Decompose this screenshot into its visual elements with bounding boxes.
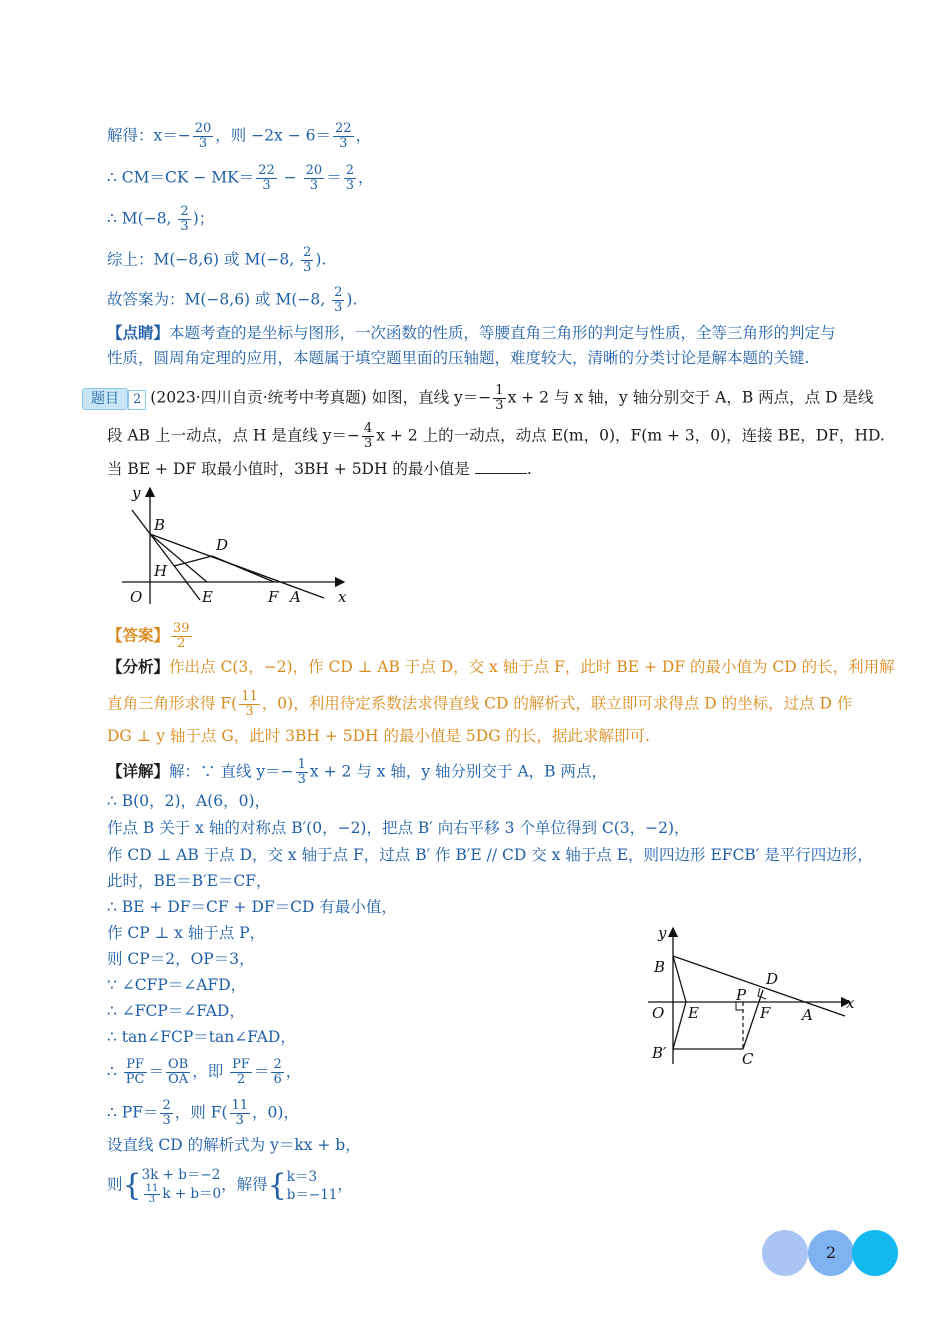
solution-summary: 综上：M(−8,6) 或 M(−8, $\frac{2}{3}$ ). bbox=[107, 245, 327, 275]
fig2-point-D: D bbox=[766, 970, 779, 988]
fig2-y-label: y bbox=[658, 924, 667, 942]
fig2-point-F: F bbox=[760, 1004, 771, 1022]
comment-line-1: 【点睛】本题考查的是坐标与图形，一次函数的性质，等腰直角三角形的判定与性质，全等三角形的判定与 bbox=[107, 323, 836, 342]
solution-line-1: 解得：x＝− $\frac{20}{3}$ ，则 −2x − 6＝ $\frac{22}{3}$ ， bbox=[107, 121, 372, 151]
fig1-point-H: H bbox=[154, 562, 168, 580]
fig1-point-D: D bbox=[216, 536, 229, 554]
solution-line-3: ∴ M(−8, $\frac{2}{3}$ )； bbox=[107, 204, 215, 234]
detail-line-9: ∵ ∠CFP＝∠AFD， bbox=[107, 976, 247, 994]
detail-line-5: 此时，BE＝B′E＝CF， bbox=[107, 872, 272, 890]
solution-line-2: ∴ CM＝CK − MK＝ $\frac{22}{3}$ − $\frac{20}{3}$ ＝ $\frac{2}{3}$ ， bbox=[107, 163, 374, 193]
problem-line-1: 题目 2 (2023·四川自贡·统考中考真题) 如图，直线 y＝− $\frac{1}{3}$ x + 2 与 x 轴，y 轴分别交于 A，B 两点，点 D 是线 bbox=[82, 384, 873, 413]
problem-tag: 题目 bbox=[82, 388, 128, 410]
answer-statement: 故答案为：M(−8,6) 或 M(−8, $\frac{2}{3}$ ). bbox=[107, 285, 358, 315]
answer-line: 【答案】 $\frac{39}{2}$ bbox=[107, 621, 190, 651]
fig1-origin-label: O bbox=[130, 588, 143, 606]
fig1-point-E: E bbox=[202, 588, 213, 606]
detail-line-2: ∴ B(0，2)，A(6，0)， bbox=[107, 792, 271, 810]
answer-blank[interactable] bbox=[475, 459, 527, 474]
analysis-line-1: 【分析】作出点 C(3，−2)，作 CD ⊥ AB 于点 D，交 x 轴于点 F，此时 BE + DF 的最小值为 CD 的长，利用解 bbox=[107, 657, 895, 676]
detail-line-6: ∴ BE + DF＝CF + DF＝CD 有最小值， bbox=[107, 898, 397, 916]
detail-line-1: 【详解】解：∵ 直线 y＝− $\frac{1}{3}$ x + 2 与 x 轴，y 轴分别交于 A，B 两点， bbox=[107, 757, 607, 787]
problem-line-3: 当 BE + DF 取最小值时，3BH + 5DH 的最小值是 . bbox=[107, 460, 532, 478]
detail-line-13: ∴ PF＝ $\frac{2}{3}$ ，则 F( $\frac{11}{3}$ ，0)， bbox=[107, 1098, 299, 1128]
fig2-point-B: B bbox=[654, 958, 666, 976]
fig1-y-label: y bbox=[132, 484, 141, 502]
fig2-origin-label: O bbox=[652, 1004, 665, 1022]
detail-line-3: 作点 B 关于 x 轴的对称点 B′(0，−2)，把点 B′ 向右平移 3 个单位得到 C(3，−2)， bbox=[107, 819, 690, 837]
fig2-point-C: C bbox=[742, 1050, 754, 1068]
detail-line-8: 则 CP＝2，OP＝3， bbox=[107, 950, 255, 968]
fig1-point-F: F bbox=[268, 588, 279, 606]
detail-line-15: 则{ 3k + b＝−2 $\frac{11}{3}$ k + b＝0 ，解得{ k＝3 b＝−11 ， bbox=[107, 1167, 353, 1205]
analysis-line-3: DG ⊥ y 轴于点 G，此时 3BH + 5DH 的最小值是 5DG 的长，据此求解即可. bbox=[107, 727, 650, 745]
fig2-point-P: P bbox=[736, 986, 747, 1004]
detail-line-10: ∴ ∠FCP＝∠FAD， bbox=[107, 1002, 245, 1020]
analysis-line-2: 直角三角形求得 F( $\frac{11}{3}$ ，0)，利用待定系数法求得直线 CD 的解析式，联立即可求得点 D 的坐标，过点 D 作 bbox=[107, 689, 853, 719]
fig1-point-B: B bbox=[154, 516, 166, 534]
detail-line-14: 设直线 CD 的解析式为 y＝kx + b， bbox=[107, 1136, 361, 1154]
detail-line-12: ∴ $\frac{PF}{PC}$ ＝ $\frac{OB}{OA}$ ，即 $\frac{PF}{2}$ ＝ $\frac{2}{6}$ ， bbox=[107, 1057, 302, 1087]
solution-figure bbox=[640, 922, 865, 1072]
fig2-point-Bprime: B′ bbox=[652, 1044, 667, 1062]
page-number-badge bbox=[762, 1230, 902, 1278]
fig2-point-E: E bbox=[688, 1004, 699, 1022]
problem-figure bbox=[112, 482, 357, 610]
detail-line-7: 作 CP ⊥ x 轴于点 P， bbox=[107, 924, 266, 942]
fig2-point-A: A bbox=[802, 1006, 813, 1024]
detail-line-11: ∴ tan∠FCP＝tan∠FAD， bbox=[107, 1028, 296, 1046]
fig2-x-label: x bbox=[846, 994, 855, 1012]
problem-line-2: 段 AB 上一动点，点 H 是直线 y＝− $\frac{4}{3}$ x + 2 上的一动点，动点 E(m，0)，F(m + 3，0)，连接 BE，DF，HD. bbox=[107, 421, 885, 451]
fig1-point-A: A bbox=[290, 588, 301, 606]
detail-line-4: 作 CD ⊥ AB 于点 D，交 x 轴于点 F，过点 B′ 作 B′E // CD 交 x 轴于点 E，则四边形 EFCB′ 是平行四边形， bbox=[107, 846, 873, 864]
page-number: 2 bbox=[825, 1243, 837, 1262]
comment-line-2: 性质，圆周角定理的应用，本题属于填空题里面的压轴题，难度较大，清晰的分类讨论是解本题的关键. bbox=[107, 349, 810, 367]
fig1-x-label: x bbox=[338, 588, 347, 606]
problem-number: 2 bbox=[128, 390, 146, 410]
